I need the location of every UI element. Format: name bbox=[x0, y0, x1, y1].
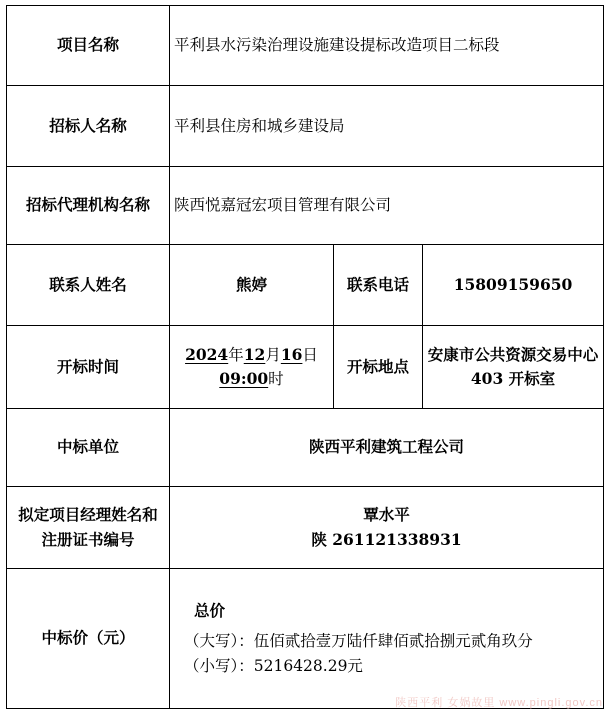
opening-hour: 09:00 bbox=[219, 369, 269, 388]
label-manager: 拟定项目经理姓名和注册证书编号 bbox=[7, 487, 170, 569]
label-tenderer: 招标人名称 bbox=[7, 86, 170, 167]
label-opening-place: 开标地点 bbox=[334, 326, 423, 409]
price-lower: （小写）：5216428.29元 bbox=[184, 656, 363, 675]
row-agency bbox=[7, 167, 604, 245]
opening-year-suffix: 年 bbox=[228, 345, 244, 364]
label-contact: 联系人姓名 bbox=[7, 245, 170, 326]
opening-hour-suffix: 时 bbox=[268, 370, 284, 388]
row-contact bbox=[7, 245, 604, 326]
row-project-name bbox=[7, 6, 604, 86]
value-opening-time bbox=[170, 326, 334, 409]
opening-year: 2024 bbox=[185, 344, 229, 364]
bid-result-table bbox=[6, 5, 604, 709]
label-winner: 中标单位 bbox=[7, 409, 170, 487]
opening-day: 16 bbox=[280, 344, 303, 364]
manager-cert: 陕 261121338931 bbox=[311, 529, 462, 549]
row-tenderer bbox=[7, 86, 604, 167]
value-tenderer: 平利县住房和城乡建设局 bbox=[170, 86, 604, 167]
value-phone: 15809159650 bbox=[423, 245, 604, 326]
value-manager bbox=[170, 487, 604, 569]
value-project-name: 平利县水污染治理设施建设提标改造项目二标段 bbox=[170, 6, 604, 86]
label-project-name: 项目名称 bbox=[7, 6, 170, 86]
label-phone: 联系电话 bbox=[334, 245, 423, 326]
price-total-label: 总价 bbox=[194, 601, 226, 621]
label-agency: 招标代理机构名称 bbox=[7, 167, 170, 245]
value-contact-name: 熊婷 bbox=[170, 245, 334, 326]
opening-day-suffix: 日 bbox=[302, 345, 318, 364]
site-watermark: 陕西平利 女娲故里 www.pingli.gov.cn bbox=[395, 697, 603, 709]
value-opening-place: 安康市公共资源交易中心 403 开标室 bbox=[423, 326, 604, 409]
row-winner bbox=[7, 409, 604, 487]
label-opening-time: 开标时间 bbox=[7, 326, 170, 409]
value-agency: 陕西悦嘉冠宏项目管理有限公司 bbox=[170, 167, 604, 245]
value-winner: 陕西平利建筑工程公司 bbox=[170, 409, 604, 487]
price-upper: （大写）：伍佰贰拾壹万陆仟肆佰贰拾捌元贰角玖分 bbox=[184, 632, 533, 651]
row-opening bbox=[7, 326, 604, 409]
opening-month-suffix: 月 bbox=[265, 345, 281, 364]
row-manager bbox=[7, 487, 604, 569]
manager-name: 覃水平 bbox=[363, 505, 410, 525]
label-price: 中标价（元） bbox=[7, 569, 170, 709]
row-price bbox=[7, 569, 604, 709]
value-price bbox=[170, 569, 604, 709]
opening-month: 12 bbox=[243, 344, 266, 364]
